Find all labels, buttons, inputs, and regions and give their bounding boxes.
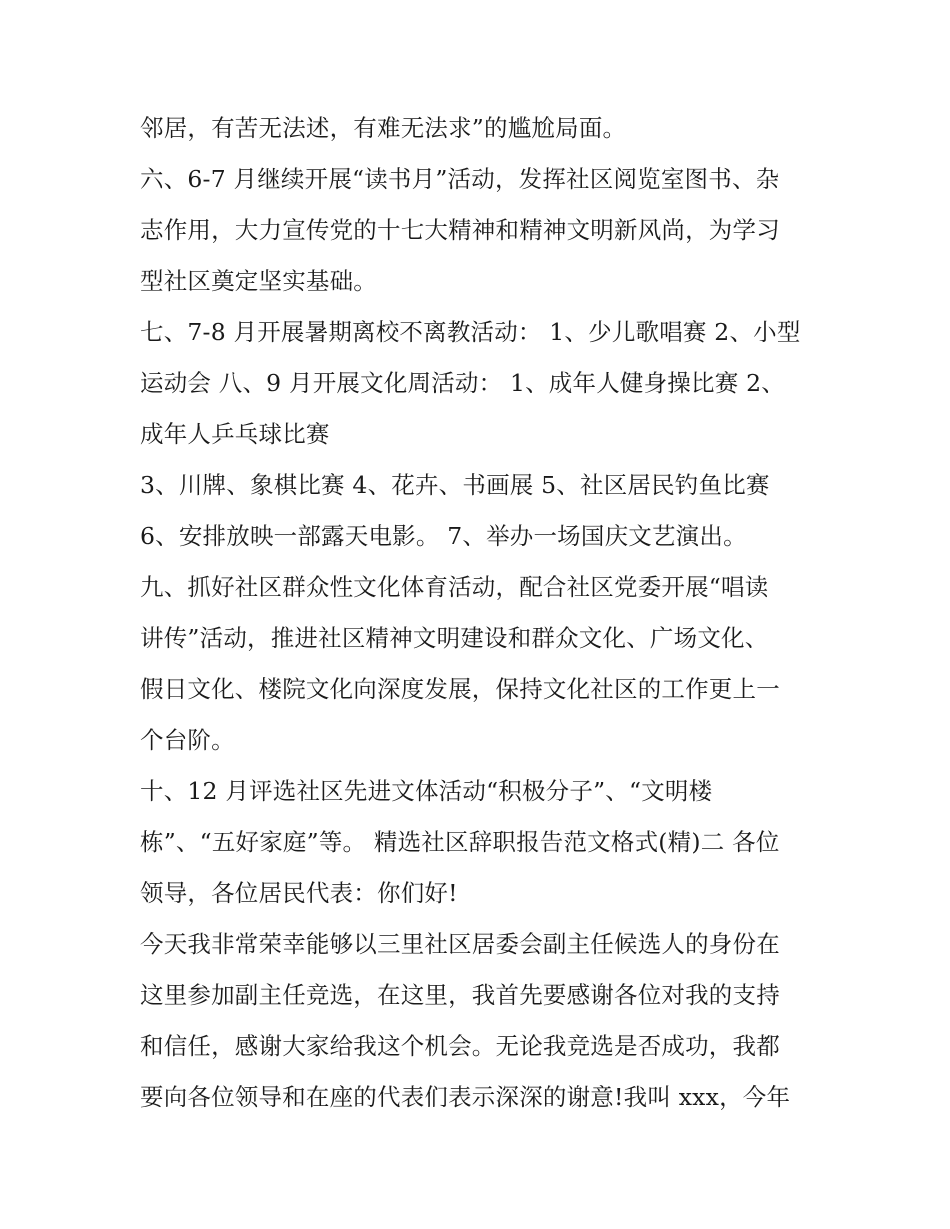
text-line: 今天我非常荣幸能够以三里社区居委会副主任候选人的身份在 [140, 930, 780, 958]
text-line: 假日文化、楼院文化向深度发展，保持文化社区的工作更上一 [140, 675, 780, 703]
text-line: 6、安排放映一部露天电影。 7、举办一场国庆文艺演出。 [140, 522, 747, 550]
text-line: 运动会 八、9 月开展文化周活动： 1、成年人健身操比赛 2、 [140, 369, 785, 397]
text-line: 型社区奠定坚实基础。 [140, 267, 377, 295]
text-line: 成年人乒乓球比赛 [140, 420, 330, 448]
text-line: 六、6-7 月继续开展“读书月”活动，发挥社区阅览室图书、杂 [140, 165, 780, 193]
text-line: 个台阶。 [140, 726, 235, 754]
text-line: 栋”、“五好家庭”等。 精选社区辞职报告范文格式(精)二 各位 [140, 828, 780, 856]
text-line: 七、7-8 月开展暑期离校不离教活动： 1、少儿歌唱赛 2、小型 [140, 318, 801, 346]
text-line: 志作用，大力宣传党的十七大精神和精神文明新风尚，为学习 [140, 216, 780, 244]
text-line: 要向各位领导和在座的代表们表示深深的谢意!我叫 xxx，今年 [140, 1083, 791, 1111]
text-line: 九、抓好社区群众性文化体育活动，配合社区党委开展“唱读 [140, 573, 769, 601]
text-line: 和信任，感谢大家给我这个机会。无论我竞选是否成功，我都 [140, 1032, 780, 1060]
text-line: 领导，各位居民代表：你们好! [140, 879, 458, 907]
text-line: 这里参加副主任竞选，在这里，我首先要感谢各位对我的支持 [140, 981, 780, 1009]
body-text [140, 103, 820, 1123]
text-line: 邻居，有苦无法述，有难无法求”的尴尬局面。 [140, 114, 627, 142]
text-line: 十、12 月评选社区先进文体活动“积极分子”、“文明楼 [140, 777, 713, 805]
text-line: 讲传”活动，推进社区精神文明建设和群众文化、广场文化、 [140, 624, 769, 652]
text-line: 3、川牌、象棋比赛 4、花卉、书画展 5、社区居民钓鱼比赛 [140, 471, 770, 499]
